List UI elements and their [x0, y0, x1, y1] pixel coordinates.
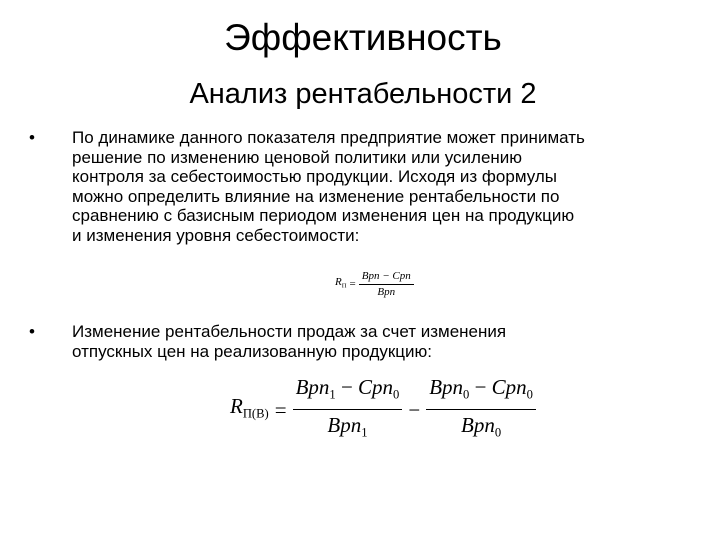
bullet-line: контроля за себестоимостью продукции. Исходя из формулы	[72, 167, 557, 186]
formula-fraction	[359, 270, 414, 299]
bullet-marker: •	[29, 322, 35, 341]
formula-profitability	[335, 270, 414, 299]
formula-lhs: $R_{П(В)}$	[230, 394, 269, 421]
bullet-paragraph	[72, 322, 712, 361]
bullet-paragraph	[72, 128, 712, 245]
formula-price-effect	[230, 375, 536, 445]
formula-minus: −	[408, 397, 421, 422]
formula-equals: =	[274, 397, 287, 422]
formula-denominator: Bpn$_1$	[293, 409, 403, 444]
bullet-line: решение по изменению ценовой политики или усилению	[72, 147, 523, 167]
formula-denominator: Bpn	[359, 284, 414, 299]
formula-fraction-1	[293, 375, 403, 445]
slide-subtitle: Анализ рентабельности 2	[189, 78, 537, 110]
formula-equals: =	[349, 278, 356, 290]
formula-lhs: $R_П$	[335, 276, 347, 290]
formula-numerator: Bpn$_1$ − Cpn$_0$	[295, 375, 400, 402]
formula-numerator: Bpn − Cpn	[361, 270, 411, 282]
bullet-marker: •	[29, 128, 35, 147]
bullet-line: можно определить влияние на изменение рентабельности по	[72, 186, 560, 206]
bullet-line: и изменения уровня себестоимости:	[72, 225, 360, 245]
slide-title: Эффективность	[224, 17, 502, 58]
formula-fraction-2	[426, 375, 536, 445]
formula-numerator: Bpn$_0$ − Cpn$_0$	[429, 375, 533, 402]
formula-denominator: Bpn$_0$	[426, 409, 536, 444]
bullet-line: отпускных цен на реализованную продукцию:	[72, 341, 433, 361]
bullet-line: По динамике данного показателя предприятие может принимать	[72, 128, 585, 147]
bullet-line: сравнению с базисным периодом изменения цен на продукцию	[72, 206, 575, 225]
bullet-line: Изменение рентабельности продаж за счет изменения	[72, 322, 507, 341]
